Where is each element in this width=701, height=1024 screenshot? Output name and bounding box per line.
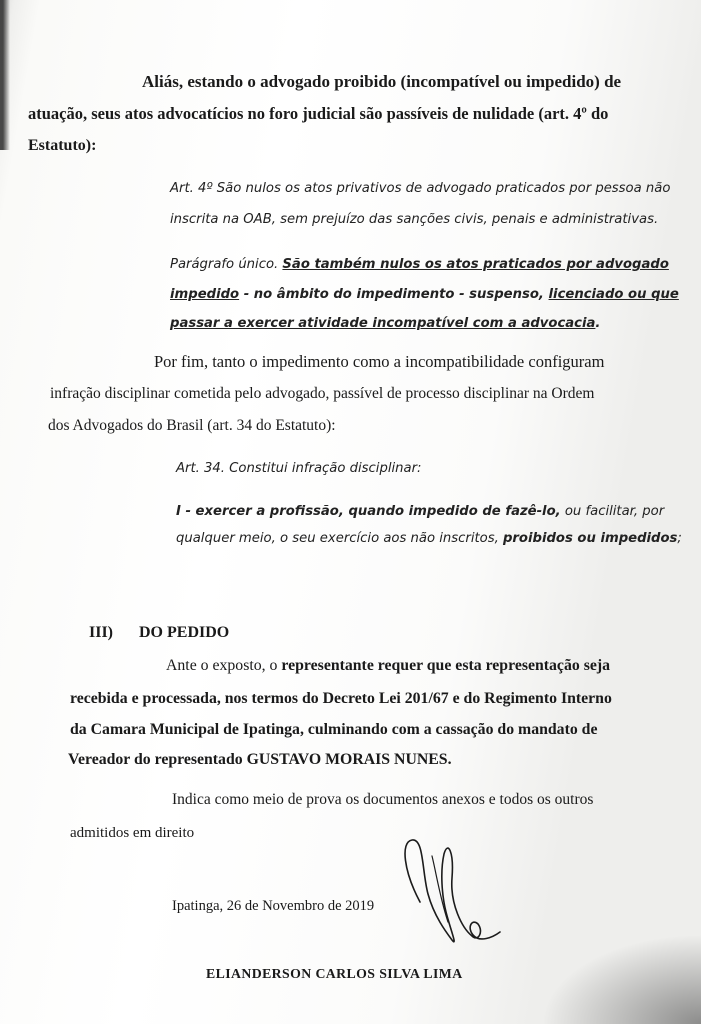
para-4-line-1: Indica como meio de prova os documentos anexos e todos os outros	[172, 791, 594, 808]
section-title: DO PEDIDO	[139, 624, 230, 641]
quote-1-paragraph-line-2	[170, 287, 679, 302]
para-1-line-2: atuação, seus atos advocatícios no foro judicial são passíveis de nulidade (art. 4º do	[28, 104, 609, 123]
quote-1-underlined-3: licenciado ou que	[548, 287, 679, 302]
para-3-line-1	[166, 657, 610, 675]
corner-shadow	[541, 934, 701, 1024]
para-4-line-2: admitidos em direito	[70, 825, 195, 841]
quote-2-regular-2: qualquer meio, o seu exercício aos não inscritos,	[176, 531, 503, 546]
quote-1-middle: - no âmbito do impedimento - suspenso,	[239, 287, 549, 302]
para-3-line-2: recebida e processada, nos termos do Decreto Lei 201/67 e do Regimento Interno	[70, 690, 612, 707]
quote-2-line-2	[176, 504, 664, 519]
para-1-line-3: Estatuto):	[28, 137, 97, 154]
para-3-bold-lead: representante requer que esta representação seja	[281, 657, 611, 674]
quote-1-end: .	[595, 316, 601, 331]
para-3-lead: Ante o exposto, o	[166, 657, 282, 674]
quote-1-underlined-4: passar a exercer atividade incompatível com a advocacia	[170, 316, 596, 331]
quote-2-line-3	[176, 531, 682, 546]
para-2-line-1: Por fim, tanto o impedimento como a incompatibilidade configuram	[154, 352, 605, 371]
section-number: III)	[89, 624, 114, 641]
quote-1-line-1: Art. 4º São nulos os atos privativos de advogado praticados por pessoa não	[170, 181, 671, 196]
para-2-line-2: infração disciplinar cometida pelo advogado, passível de processo disciplinar na Ordem	[50, 385, 595, 402]
quote-2-end: ;	[677, 531, 682, 546]
quote-2-line-1: Art. 34. Constitui infração disciplinar:	[176, 461, 422, 476]
quote-2-regular-1: ou facilitar, por	[560, 504, 665, 519]
page-edge-shadow	[0, 0, 12, 150]
para-3-line-4: Vereador do representado GUSTAVO MORAIS NUNES.	[68, 751, 452, 768]
para-2-line-3: dos Advogados do Brasil (art. 34 do Estatuto):	[48, 417, 336, 434]
quote-1-underlined-2: impedido	[170, 287, 240, 302]
para-1-line-1: Aliás, estando o advogado proibido (incompatível ou impedido) de	[142, 72, 622, 91]
signer-name: ELIANDERSON CARLOS SILVA LIMA	[206, 966, 463, 981]
quote-1-paragraph-line-1	[170, 257, 669, 272]
quote-2-bold-1: I - exercer a profissão, quando impedido de fazê-lo,	[176, 504, 561, 519]
quote-1-underlined-1: São também nulos os atos praticados por advogado	[282, 257, 669, 272]
quote-1-paragraph-line-3	[170, 316, 600, 331]
quote-2-bold-2: proibidos ou impedidos	[502, 531, 678, 546]
para-3-line-3: da Camara Municipal de Ipatinga, culminando com a cassação do mandato de	[70, 721, 598, 738]
quote-1-paragraph-lead: Parágrafo único.	[170, 257, 279, 272]
place-and-date: Ipatinga, 26 de Novembro de 2019	[172, 898, 375, 914]
signature-icon	[388, 832, 508, 952]
quote-1-line-2: inscrita na OAB, sem prejuízo das sanções civis, penais e administrativas.	[170, 212, 659, 227]
